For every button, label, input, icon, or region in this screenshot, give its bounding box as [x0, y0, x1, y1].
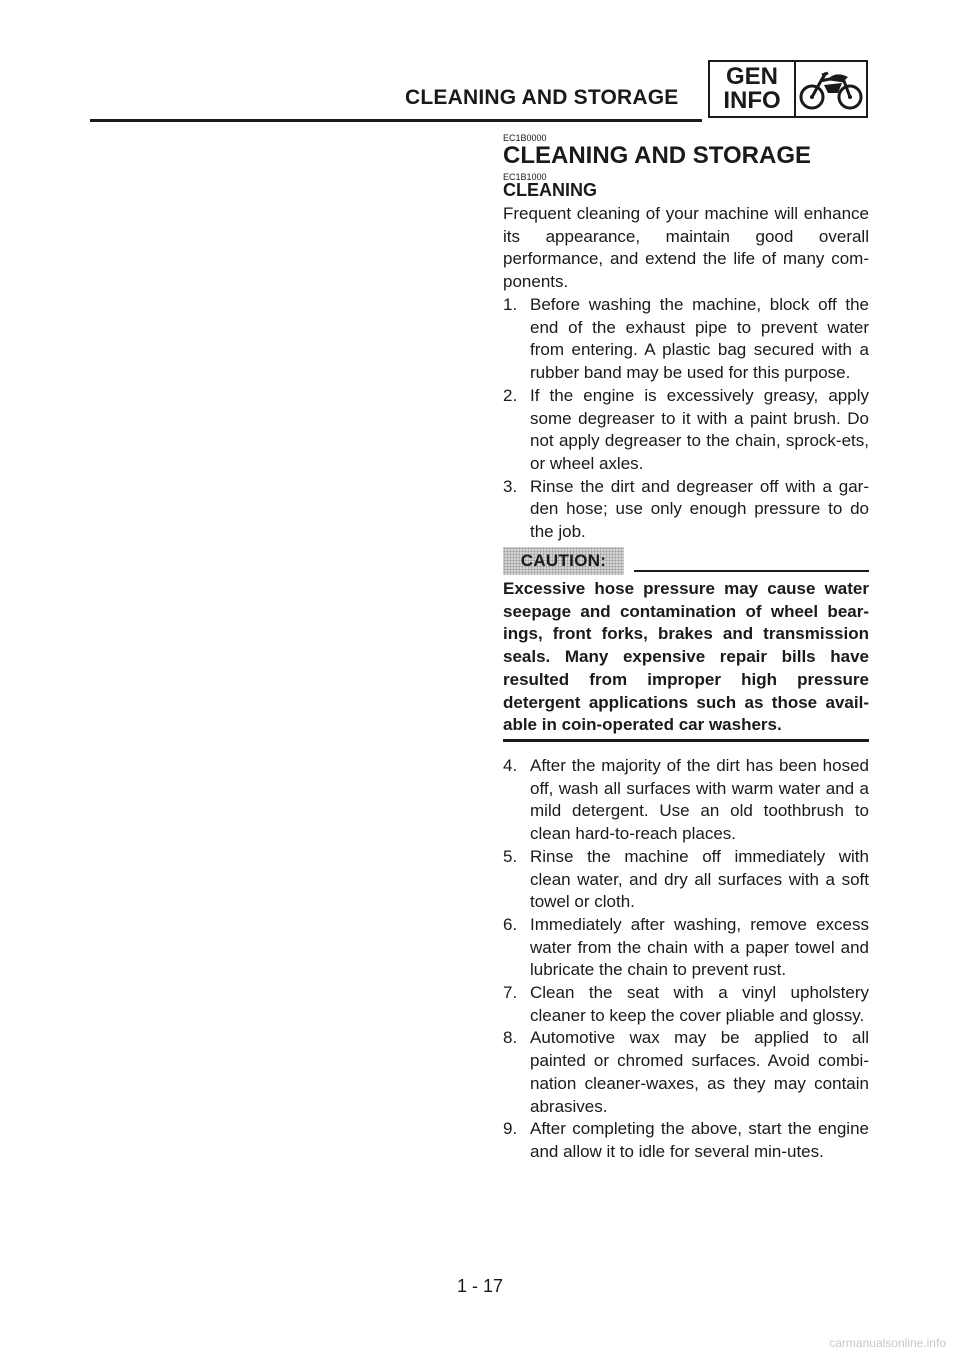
watermark: carmanualsonline.info: [829, 1336, 946, 1350]
intro-paragraph: Frequent cleaning of your machine will enhance its appearance, maintain good overall performance, and extend the life of many com-ponents.: [503, 204, 869, 292]
steps-list-b: [503, 755, 869, 1164]
list-item: [503, 294, 869, 385]
item-text: Clean the seat with a vinyl upholstery cleaner to keep the cover pliable and glossy.: [530, 983, 869, 1025]
item-text: Rinse the machine off immediately with clean water, and dry all surfaces with a soft towel or cloth.: [530, 846, 869, 912]
item-text: Automotive wax may be applied to all painted or chromed surfaces. Avoid combi-nation cleaner-waxes, as they may contain abrasives.: [530, 1028, 869, 1116]
badge-text: [710, 62, 796, 116]
list-item: [503, 1118, 869, 1163]
item-number: 1.: [503, 295, 518, 314]
subsection-title: CLEANING: [503, 180, 597, 200]
page-header-title: CLEANING AND STORAGE: [405, 86, 679, 109]
item-text: Before washing the machine, block off the end of the exhaust pipe to prevent water from entering. A plastic bag secured with a rubber band may be used for this purpose.: [530, 295, 869, 383]
item-number: 5.: [503, 846, 518, 866]
section-badge: [708, 60, 868, 118]
badge-line-info: INFO: [723, 87, 781, 114]
caution-text: Excessive hose pressure may cause water seepage and contamination of wheel bear-ings, front forks, brakes and transmission seals. Many expensive repair bills have resulted from improper high pressure detergent applications such as those avail-able in coin-operated car washers.: [503, 579, 869, 735]
item-number: 8.: [503, 1028, 518, 1048]
section-code: EC1B0000: [503, 133, 547, 143]
caution-label: CAUTION:: [503, 547, 624, 575]
section-title: CLEANING AND STORAGE: [503, 142, 812, 169]
item-text: If the engine is excessively greasy, apply some degreaser to it with a paint brush. Do not apply degreaser to the chain, sprock-ets, or wheel axles.: [530, 385, 869, 473]
caution-rule: [634, 570, 869, 572]
subsection-code: EC1B1000: [503, 172, 547, 182]
list-item: [503, 476, 869, 544]
item-text: Immediately after washing, remove excess water from the chain with a paper towel and lubricate the chain to prevent rust.: [530, 914, 869, 980]
page-number: 1 - 17: [456, 1276, 504, 1296]
list-item: [503, 755, 869, 846]
item-text: After completing the above, start the engine and allow it to idle for several min-utes.: [530, 1119, 869, 1161]
item-number: 9.: [503, 1119, 518, 1139]
motorcycle-icon: [796, 62, 866, 116]
item-number: 2.: [503, 385, 518, 405]
list-item: [503, 385, 869, 476]
item-number: 6.: [503, 914, 518, 934]
item-text: After the majority of the dirt has been hosed off, wash all surfaces with warm water and a mild detergent. Use an old toothbrush to clean hard-to-reach places.: [530, 756, 869, 844]
list-item: [503, 846, 869, 914]
caution-end-rule: [503, 739, 869, 742]
item-text: Rinse the dirt and degreaser off with a gar-den hose; use only enough pressure to do the job.: [530, 476, 869, 542]
badge-line-gen: GEN: [725, 63, 778, 90]
list-item: [503, 982, 869, 1027]
steps-list-a: [503, 294, 869, 544]
item-number: 3.: [503, 476, 518, 496]
item-number: 7.: [503, 983, 518, 1003]
list-item: [503, 914, 869, 982]
header-rule: [90, 119, 702, 122]
item-number: 4.: [503, 756, 518, 775]
list-item: [503, 1027, 869, 1118]
